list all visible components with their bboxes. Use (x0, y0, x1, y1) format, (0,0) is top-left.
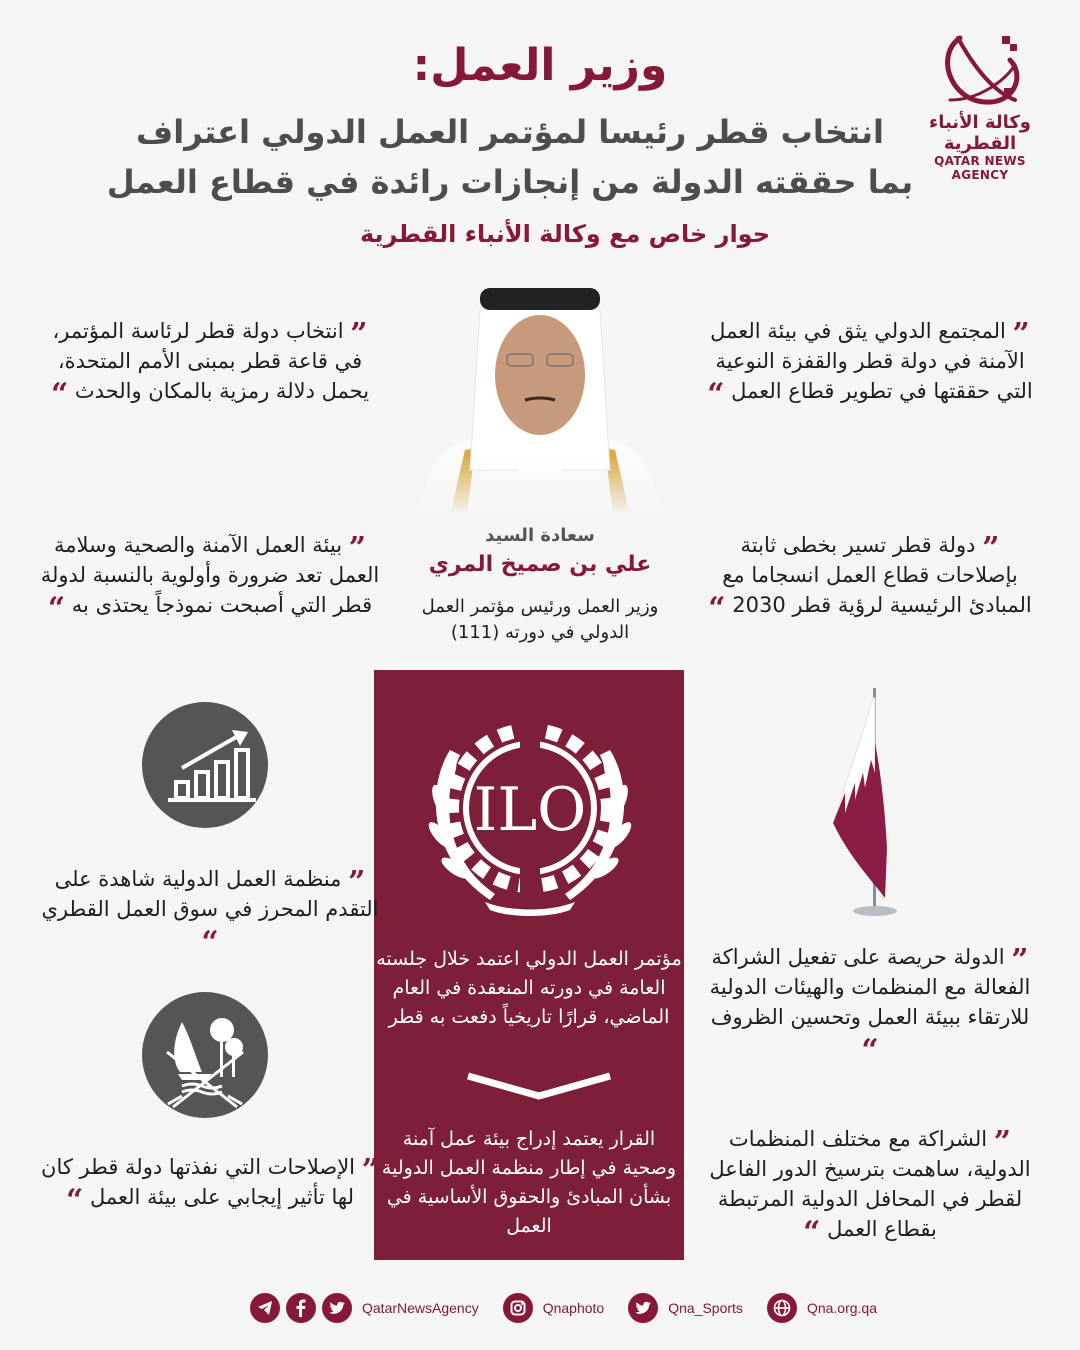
tagline (0, 220, 1080, 248)
minister-role-line-1: وزير العمل ورئيس مؤتمر العمل (421, 596, 659, 617)
website-link[interactable]: Qna.org.qa (806, 1300, 877, 1316)
twitter-icon[interactable] (322, 1293, 352, 1323)
twitter-sports-icon[interactable] (628, 1293, 658, 1323)
minister-honorific: سعادة السيد (485, 525, 595, 546)
close-quote-icon: “ (47, 591, 66, 626)
close-quote-icon: “ (708, 591, 726, 626)
open-quote-icon: ” (1011, 943, 1029, 978)
quote-right-bottom (700, 1124, 1040, 1250)
open-quote-icon: ” (348, 865, 366, 900)
close-quote-icon: “ (861, 1033, 879, 1068)
panel-text-2: القرار يعتمد إدراج بيئة عمل آمنة وصحية في إطار منظمة العمل الدولية بشأن المبادئ والحقوق الأساسية في العمل (381, 1128, 677, 1237)
telegram-icon[interactable] (250, 1293, 280, 1323)
sports-handle[interactable]: Qna_Sports (668, 1300, 743, 1316)
page-title: وزير العمل: (412, 40, 668, 91)
quote-text: بيئة العمل الآمنة والصحية وسلامة العمل تعد ضرورة وأولوية بالنسبة لدولة قطر التي أصبحت نموذجاً يحتذى به (40, 533, 380, 617)
instagram-handle[interactable]: Qnaphoto (542, 1300, 605, 1316)
open-quote-icon: ” (1012, 317, 1030, 352)
quote-left-top (40, 316, 380, 412)
growth-chart-icon (142, 702, 268, 828)
close-quote-icon: “ (201, 925, 219, 960)
open-quote-icon: ” (348, 531, 366, 566)
tagline-text: حوار خاص مع وكالة الأنباء القطرية (359, 220, 771, 248)
social-footer (250, 1290, 895, 1326)
quote-text: الشراكة مع مختلف المنظمات الدولية، ساهمت بترسيخ الدور الفاعل لقطر في المحافل الدولية المرتبطة بقطاع العمل (709, 1127, 1031, 1241)
quote-left-bottom (40, 1152, 380, 1218)
quote-right-flag (700, 942, 1040, 1068)
instagram-icon[interactable] (503, 1293, 533, 1323)
logo-arabic-name: وكالة الأنباء القطرية (929, 112, 1031, 154)
qna-logo-icon (930, 30, 1030, 110)
close-quote-icon: “ (707, 377, 725, 412)
ilo-text: ILO (473, 775, 587, 845)
ilo-logo (410, 690, 650, 934)
quote-text: انتخاب دولة قطر لرئاسة المؤتمر، في قاعة قطر بمبنى الأمم المتحدة، يحمل دلالة رمزية بالمكان والحدث (52, 319, 370, 403)
close-quote-icon: “ (50, 377, 69, 412)
qatar-emblem-icon (142, 992, 268, 1118)
facebook-icon[interactable] (286, 1293, 316, 1323)
panel-text-1: مؤتمر العمل الدولي اعتمد خلال جلسته العامة في دورته المنعقدة في العام الماضي، قرارًا تاريخياً دفعت به قطر (376, 948, 682, 1028)
minister-role-line-2: الدولي في دورته (111) (450, 622, 630, 643)
minister-name: علي بن صميخ المري (428, 552, 652, 577)
close-quote-icon: “ (66, 1183, 84, 1218)
open-quote-icon: ” (982, 531, 1000, 566)
close-quote-icon: “ (803, 1215, 821, 1250)
quote-text: الدولة حريصة على تفعيل الشراكة الفعالة مع المنظمات والهيئات الدولية للارتقاء ببيئة العمل وتحسين الظروف (709, 945, 1031, 1029)
ilo-emblem-icon (410, 690, 650, 930)
quote-text: منظمة العمل الدولية شاهدة على التقدم المحرز في سوق العمل القطري (41, 867, 379, 921)
twitter-handle[interactable]: QatarNewsAgency (362, 1300, 479, 1316)
chevron-down-icon (466, 1072, 612, 1106)
logo-english-name: QATAR NEWS AGENCY (934, 154, 1026, 182)
globe-icon[interactable] (767, 1293, 797, 1323)
quote-left-ilo (40, 864, 380, 960)
minister-photo (395, 270, 685, 515)
quote-left-mid (40, 530, 380, 626)
headline-line-2: بما حققته الدولة من إنجازات رائدة في قطاع العمل (106, 163, 914, 201)
open-quote-icon: ” (350, 317, 368, 352)
quote-right-top (700, 316, 1040, 412)
qna-logo (905, 30, 1055, 182)
minister-role (395, 594, 685, 646)
open-quote-icon: ” (993, 1125, 1012, 1160)
quote-right-mid (700, 530, 1040, 626)
quote-text: المجتمع الدولي يثق في بيئة العمل الآمنة في دولة قطر والقفزة النوعية التي حققتها في تطوير قطاع العمل (710, 319, 1033, 403)
quote-text: دولة قطر تسير بخطى ثابتة بإصلاحات قطاع العمل انسجاما مع المبادئ الرئيسية لرؤية قطر 2030 (722, 533, 1032, 617)
qatar-flag-icon (825, 688, 915, 922)
headline-line-1: انتخاب قطر رئيسا لمؤتمر العمل الدولي اعتراف (136, 113, 884, 151)
quote-text: الإصلاحات التي نفذتها دولة قطر كان لها تأثير إيجابي على بيئة العمل (41, 1155, 356, 1209)
open-quote-icon: ” (361, 1153, 379, 1188)
